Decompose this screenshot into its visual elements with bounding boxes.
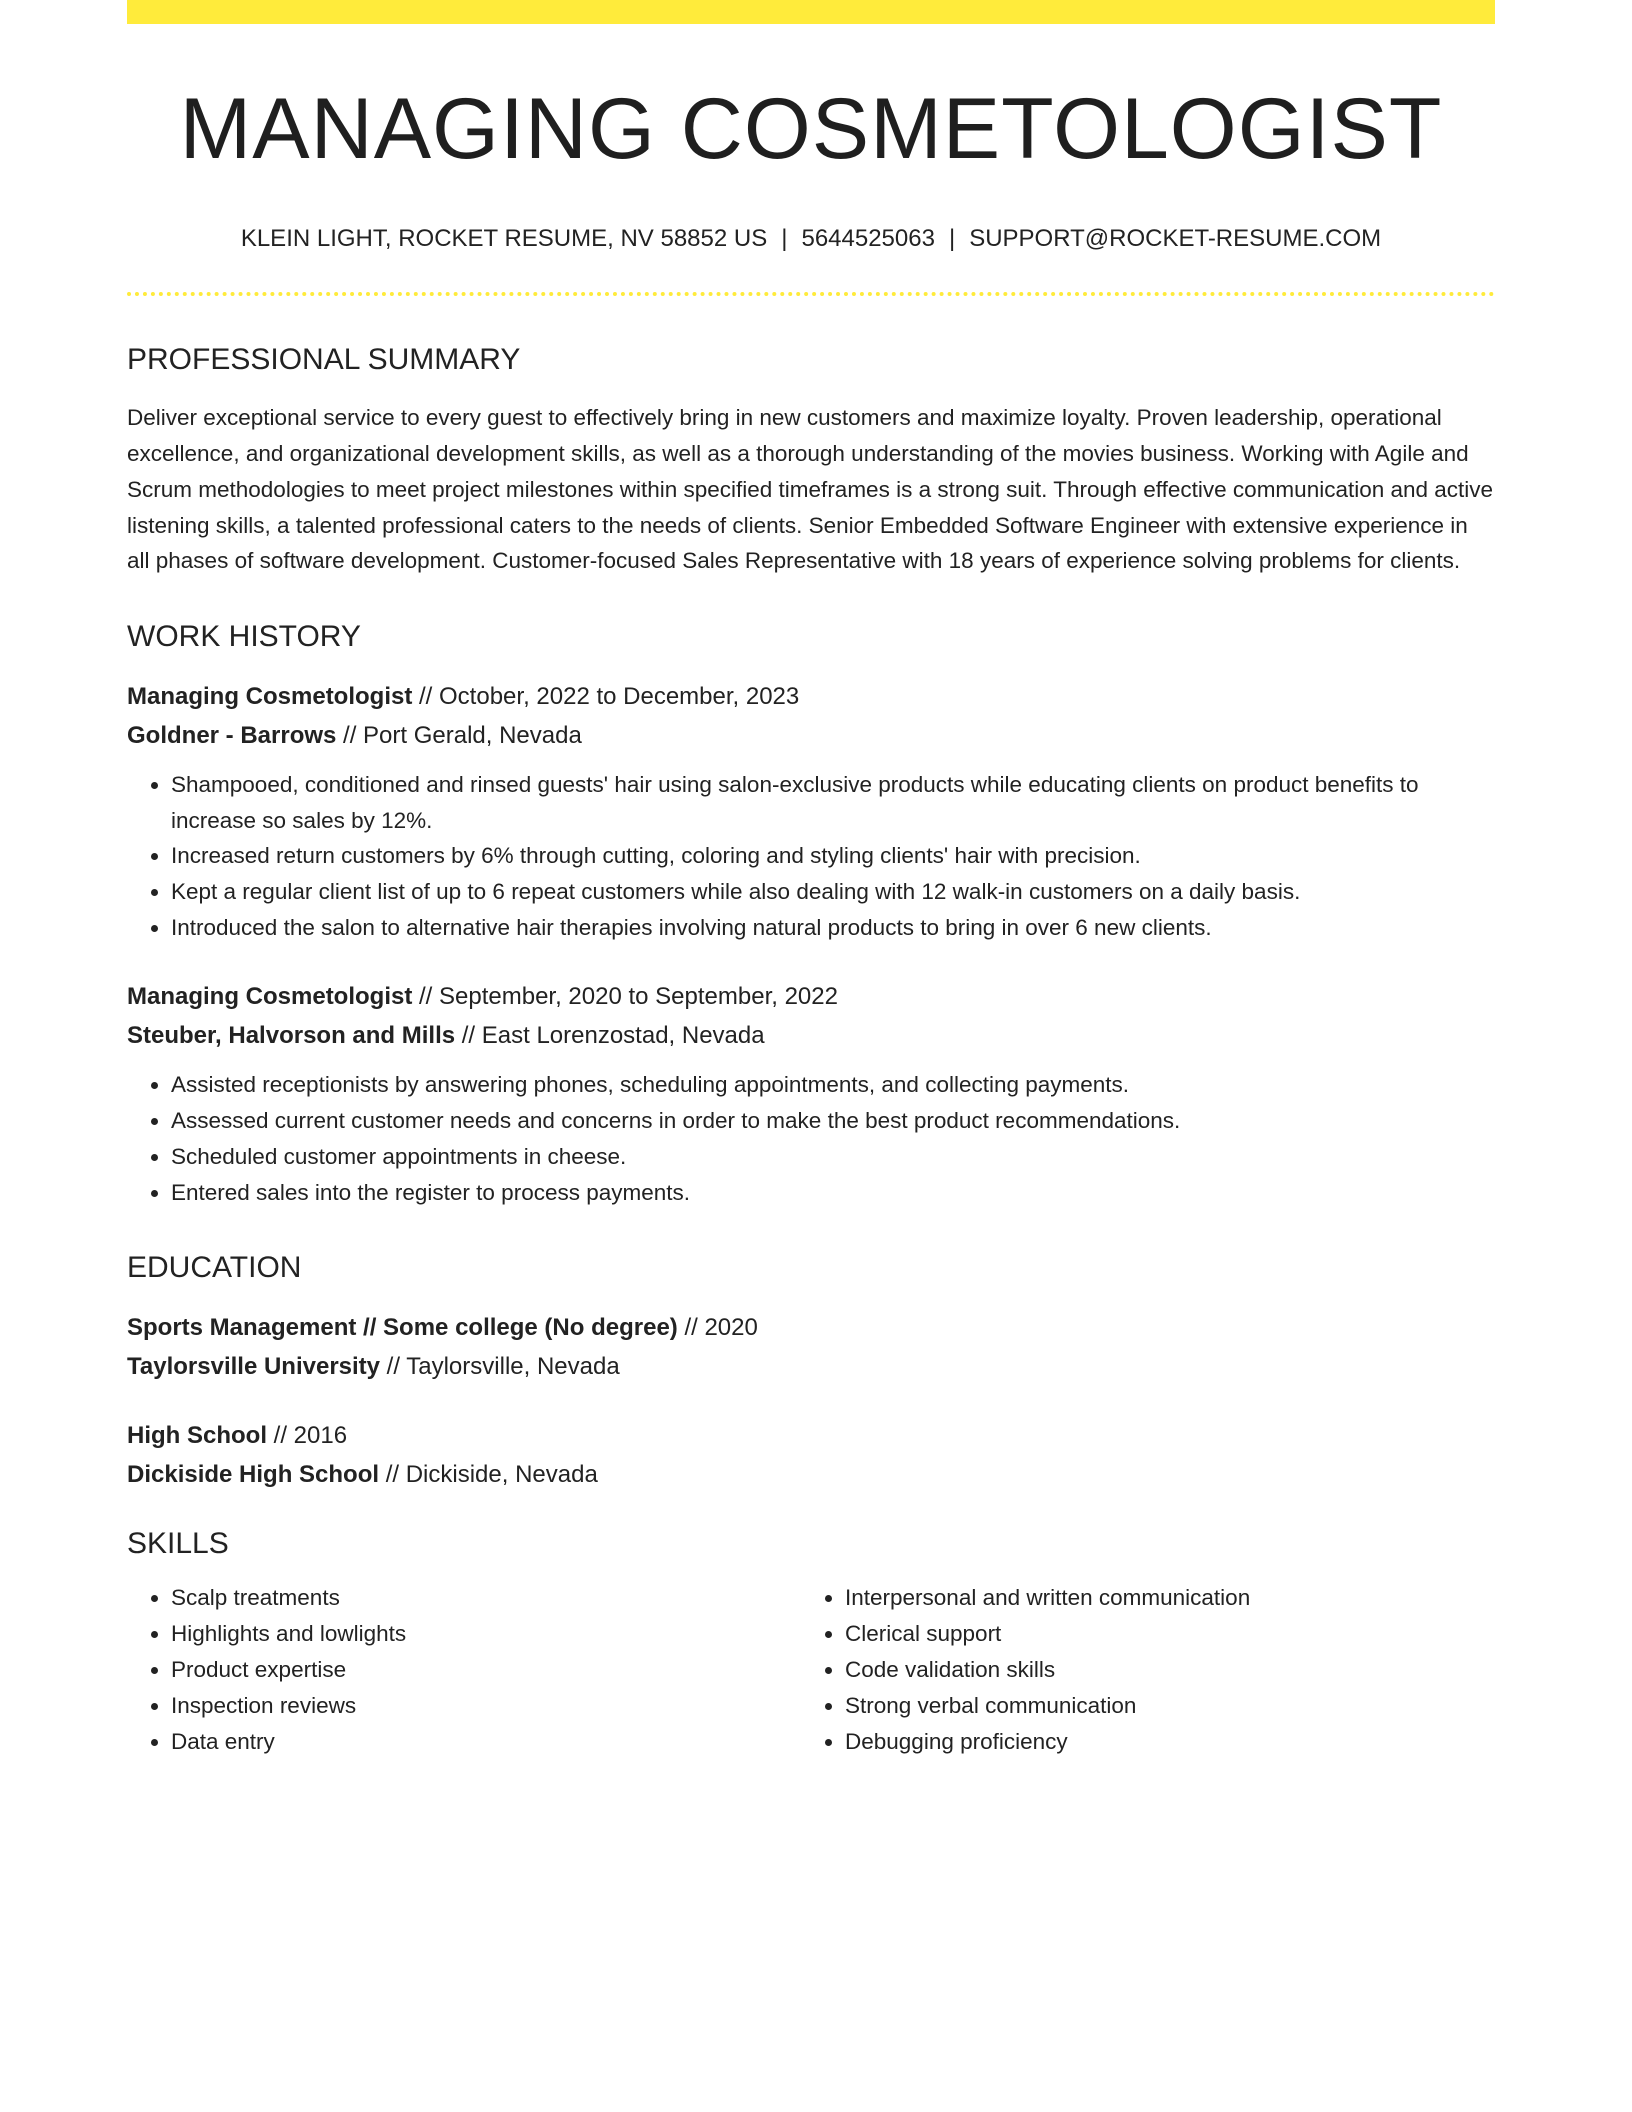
contact-address: KLEIN LIGHT, ROCKET RESUME, NV 58852 US bbox=[240, 224, 768, 252]
education-school-line bbox=[127, 1455, 1495, 1494]
job-company: Steuber, Halvorson and Mills bbox=[127, 1022, 456, 1050]
resume-name-title: MANAGING COSMETOLOGIST bbox=[179, 81, 1443, 177]
job-bullet: • Assessed current customer needs and concerns in order to make the best product recommendations. bbox=[171, 1103, 1495, 1139]
job-bullet: • Shampooed, conditioned and rinsed guests' hair using salon-exclusive products while educating clients on product benefits to increase so sales by 12%. bbox=[171, 767, 1495, 838]
job-location: // Port Gerald, Nevada bbox=[336, 721, 582, 749]
education-degree: High School bbox=[127, 1422, 267, 1450]
education-school: Taylorsville University bbox=[127, 1353, 381, 1381]
skill-item: • Data entry bbox=[171, 1724, 801, 1760]
skill-item: • Debugging proficiency bbox=[845, 1724, 1475, 1760]
job-bullets bbox=[127, 1067, 1495, 1210]
skill-item: • Clerical support bbox=[845, 1616, 1475, 1652]
contact-email: SUPPORT@ROCKET-RESUME.COM bbox=[969, 224, 1382, 252]
job-company-line bbox=[127, 716, 1495, 755]
education-entry bbox=[127, 1416, 1495, 1494]
skill-item: • Interpersonal and written communication bbox=[845, 1580, 1475, 1616]
education-location: // Taylorsville, Nevada bbox=[380, 1353, 620, 1381]
job-role-line bbox=[127, 977, 1495, 1016]
section-title-education: EDUCATION bbox=[127, 1251, 302, 1285]
skill-item: • Strong verbal communication bbox=[845, 1688, 1475, 1724]
job-bullet: • Kept a regular client list of up to 6 repeat customers while also dealing with 12 walk-in customers on a daily basis. bbox=[171, 874, 1495, 910]
education-school-line bbox=[127, 1347, 1495, 1386]
job-entry bbox=[127, 977, 1495, 1210]
skill-item: • Inspection reviews bbox=[171, 1688, 801, 1724]
skill-item: • Highlights and lowlights bbox=[171, 1616, 801, 1652]
top-accent-bar bbox=[127, 0, 1495, 24]
dotted-divider bbox=[127, 292, 1495, 296]
education-entry bbox=[127, 1308, 1495, 1386]
job-dates: // October, 2022 to December, 2023 bbox=[412, 682, 800, 710]
job-entry bbox=[127, 677, 1495, 946]
job-bullet: • Assisted receptionists by answering phones, scheduling appointments, and collecting payments. bbox=[171, 1067, 1495, 1103]
skills-list-left bbox=[127, 1580, 801, 1760]
job-role: Managing Cosmetologist bbox=[127, 682, 413, 710]
education-degree-line bbox=[127, 1308, 1495, 1347]
job-location: // East Lorenzostad, Nevada bbox=[455, 1022, 765, 1050]
contact-separator: | bbox=[948, 224, 956, 252]
contact-line bbox=[127, 225, 1495, 254]
education-degree: Sports Management // Some college (No degree) bbox=[127, 1314, 678, 1342]
education-school: Dickiside High School bbox=[127, 1461, 380, 1489]
job-company-line bbox=[127, 1016, 1495, 1055]
job-role-line bbox=[127, 677, 1495, 716]
job-company: Goldner - Barrows bbox=[127, 721, 337, 749]
skill-item: • Scalp treatments bbox=[171, 1580, 801, 1616]
job-dates: // September, 2020 to September, 2022 bbox=[412, 983, 838, 1011]
contact-phone: 5644525063 bbox=[801, 224, 935, 252]
job-role: Managing Cosmetologist bbox=[127, 983, 413, 1011]
job-bullet: • Entered sales into the register to process payments. bbox=[171, 1175, 1495, 1211]
skill-item: • Code validation skills bbox=[845, 1652, 1475, 1688]
contact-separator: | bbox=[781, 224, 788, 252]
education-location: // Dickiside, Nevada bbox=[379, 1461, 598, 1489]
job-bullet: • Introduced the salon to alternative hair therapies involving natural products to bring in over 6 new clients. bbox=[171, 910, 1495, 946]
skills-columns bbox=[127, 1580, 1495, 1760]
education-year: // 2016 bbox=[267, 1422, 348, 1450]
resume-page bbox=[127, 0, 1495, 1760]
job-bullets bbox=[127, 767, 1495, 946]
skill-item: • Product expertise bbox=[171, 1652, 801, 1688]
job-bullet: • Scheduled customer appointments in cheese. bbox=[171, 1139, 1495, 1175]
summary-text: Deliver exceptional service to every guest to effectively bring in new customers and maximize loyalty. Proven leadership, operational excellence, and organizational development skills, as well as a thorough understanding of the movies business. Working with Agile and Scrum methodologies to meet project milestones within specified timeframes is a strong suit. Through effective communication and active listening skills, a talented professional caters to the needs of clients. Senior Embedded Software Engineer with extensive experience in all phases of software development. Customer-focused Sales Representative with 18 years of experience solving problems for clients. bbox=[127, 405, 1494, 574]
section-title-summary: PROFESSIONAL SUMMARY bbox=[127, 343, 521, 377]
section-title-work-history: WORK HISTORY bbox=[127, 619, 361, 653]
education-degree-line bbox=[127, 1416, 1495, 1455]
job-bullet: • Increased return customers by 6% through cutting, coloring and styling clients' hair with precision. bbox=[171, 838, 1495, 874]
skills-list-right bbox=[801, 1580, 1475, 1760]
education-year: // 2020 bbox=[677, 1314, 758, 1342]
section-title-skills: SKILLS bbox=[127, 1527, 229, 1561]
